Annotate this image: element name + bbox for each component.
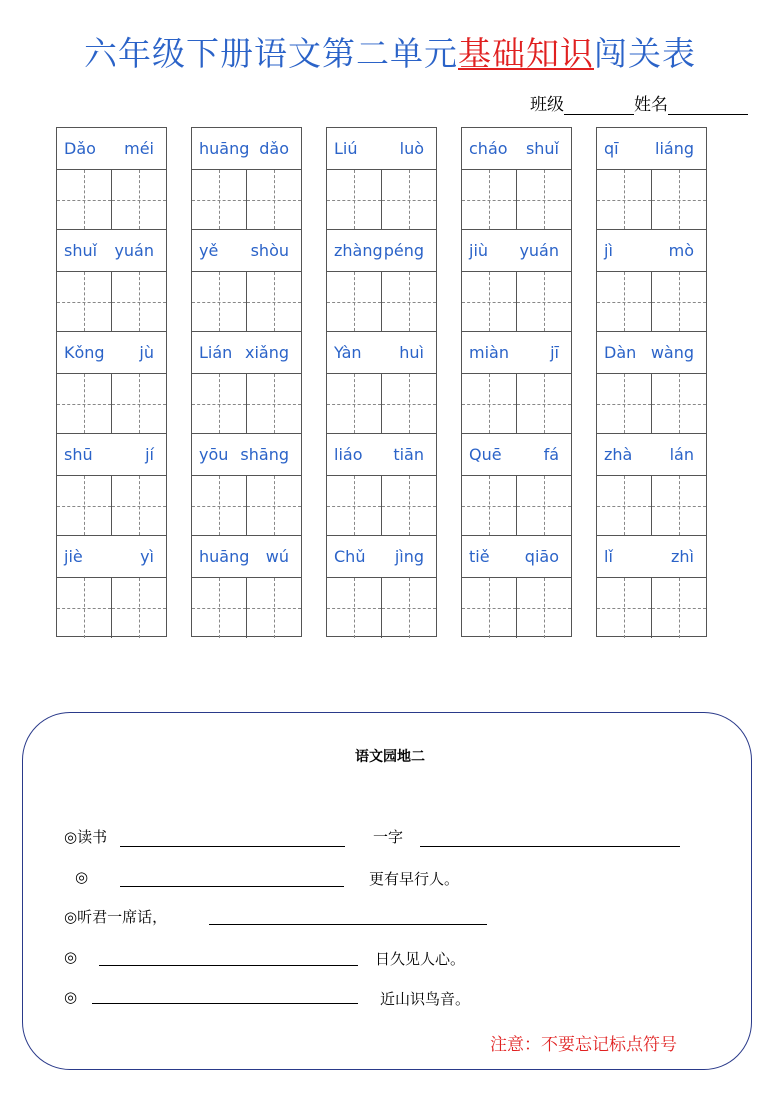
pinyin-syllable: wàng — [650, 343, 694, 362]
tianzige-box[interactable] — [111, 374, 166, 433]
pinyin-syllable: zhì — [671, 547, 694, 566]
tianzige-box[interactable] — [192, 476, 246, 535]
note-text: 注意：不要忘记标点符号 — [490, 1035, 677, 1055]
writing-boxes — [327, 476, 436, 536]
pinyin-row — [192, 230, 301, 272]
word-cell — [462, 128, 571, 230]
pinyin-syllable: liáng — [655, 139, 694, 158]
tianzige-box[interactable] — [381, 476, 436, 535]
pinyin-row — [57, 128, 166, 170]
row4-left: ◎ — [64, 948, 78, 966]
pinyin-syllable: tiān — [393, 445, 424, 464]
writing-boxes — [327, 272, 436, 332]
pinyin-syllable: Quē — [469, 445, 502, 464]
student-info — [530, 90, 748, 115]
word-cell — [192, 128, 301, 230]
pinyin-syllable: mò — [668, 241, 694, 260]
tianzige-box[interactable] — [57, 272, 111, 331]
pinyin-row — [597, 230, 706, 272]
row1-blank-2[interactable] — [420, 846, 680, 847]
tianzige-box[interactable] — [381, 374, 436, 433]
row2-right: 更有早行人。 — [369, 870, 460, 888]
pinyin-syllable: shū — [64, 445, 93, 464]
writing-boxes — [327, 374, 436, 434]
word-column-4 — [461, 127, 572, 637]
pinyin-syllable: cháo — [469, 139, 508, 158]
pinyin-syllable: miàn — [469, 343, 509, 362]
pinyin-syllable: fá — [543, 445, 559, 464]
tianzige-box[interactable] — [246, 272, 301, 331]
pinyin-row — [327, 230, 436, 272]
word-cell — [192, 434, 301, 536]
pinyin-row — [597, 434, 706, 476]
pinyin-syllable: xiǎng — [244, 343, 289, 362]
row5-right: 近山识鸟音。 — [380, 990, 471, 1008]
word-cell — [327, 230, 436, 332]
pinyin-row — [462, 434, 571, 476]
pinyin-syllable: yuán — [519, 241, 559, 260]
row2-left: ◎ — [75, 868, 89, 886]
tianzige-box[interactable] — [57, 170, 111, 229]
row5-blank[interactable] — [92, 1003, 358, 1004]
tianzige-box[interactable] — [327, 578, 381, 638]
pinyin-syllable: qī — [604, 139, 619, 158]
writing-boxes — [192, 476, 301, 536]
tianzige-box[interactable] — [57, 578, 111, 638]
name-label: 姓名 — [634, 95, 668, 115]
tianzige-box[interactable] — [462, 578, 516, 638]
tianzige-box[interactable] — [246, 170, 301, 229]
row1-blank-1[interactable] — [120, 846, 345, 847]
row4-blank[interactable] — [99, 965, 358, 966]
pinyin-syllable: yě — [199, 241, 219, 260]
pinyin-syllable: shòu — [250, 241, 289, 260]
tianzige-box[interactable] — [651, 578, 706, 638]
tianzige-box[interactable] — [327, 476, 381, 535]
pinyin-syllable: huì — [399, 343, 424, 362]
class-label: 班级 — [530, 95, 564, 115]
pinyin-row — [57, 536, 166, 578]
pinyin-syllable: zhàng — [334, 241, 383, 260]
class-blank[interactable] — [564, 96, 634, 115]
writing-boxes — [597, 578, 706, 638]
word-cell — [597, 434, 706, 536]
writing-boxes — [192, 374, 301, 434]
writing-boxes — [192, 170, 301, 230]
word-column-2 — [191, 127, 302, 637]
tianzige-box[interactable] — [597, 578, 651, 638]
writing-boxes — [462, 476, 571, 536]
word-cell — [192, 536, 301, 638]
tianzige-box[interactable] — [192, 374, 246, 433]
pinyin-row — [192, 536, 301, 578]
tianzige-box[interactable] — [192, 170, 246, 229]
row3-blank[interactable] — [209, 924, 487, 925]
word-cell — [327, 128, 436, 230]
word-cell — [462, 536, 571, 638]
pinyin-syllable: Dàn — [604, 343, 637, 362]
pinyin-syllable: huāng — [199, 547, 250, 566]
pinyin-syllable: shuǐ — [64, 241, 98, 260]
tianzige-box[interactable] — [111, 476, 166, 535]
tianzige-box[interactable] — [381, 272, 436, 331]
tianzige-box[interactable] — [597, 170, 651, 229]
tianzige-box[interactable] — [597, 476, 651, 535]
tianzige-box[interactable] — [651, 170, 706, 229]
pinyin-syllable: luò — [399, 139, 424, 158]
tianzige-box[interactable] — [246, 578, 301, 638]
tianzige-box[interactable] — [327, 374, 381, 433]
word-cell — [462, 332, 571, 434]
pinyin-row — [57, 434, 166, 476]
word-cell — [57, 434, 166, 536]
writing-boxes — [597, 272, 706, 332]
pinyin-syllable: jī — [550, 343, 559, 362]
word-cell — [327, 332, 436, 434]
row1-left: ◎读书 — [64, 828, 108, 846]
writing-boxes — [192, 578, 301, 638]
pinyin-syllable: liáo — [334, 445, 363, 464]
writing-boxes — [192, 272, 301, 332]
writing-boxes — [597, 476, 706, 536]
tianzige-box[interactable] — [651, 272, 706, 331]
writing-boxes — [462, 578, 571, 638]
tianzige-box[interactable] — [651, 374, 706, 433]
pinyin-row — [462, 332, 571, 374]
pinyin-syllable: yì — [140, 547, 154, 566]
word-cell — [57, 332, 166, 434]
word-cell — [462, 434, 571, 536]
writing-boxes — [327, 578, 436, 638]
writing-boxes — [462, 272, 571, 332]
pinyin-row — [462, 230, 571, 272]
tianzige-box[interactable] — [111, 170, 166, 229]
tianzige-box[interactable] — [111, 578, 166, 638]
tianzige-box[interactable] — [597, 374, 651, 433]
writing-boxes — [327, 170, 436, 230]
word-cell — [192, 230, 301, 332]
word-cell — [597, 332, 706, 434]
page-title: 六年级下册语文第二单元基础知识闯关表 — [84, 34, 696, 73]
tianzige-box[interactable] — [111, 272, 166, 331]
tianzige-box[interactable] — [516, 272, 571, 331]
word-cell — [327, 434, 436, 536]
name-blank[interactable] — [668, 96, 748, 115]
tianzige-box[interactable] — [597, 272, 651, 331]
pinyin-syllable: shuǐ — [525, 139, 559, 158]
pinyin-syllable: dǎo — [259, 139, 289, 158]
pinyin-syllable: Chǔ — [334, 547, 366, 566]
word-cell — [462, 230, 571, 332]
pinyin-row — [597, 536, 706, 578]
pinyin-syllable: méi — [124, 139, 154, 158]
tianzige-box[interactable] — [516, 170, 571, 229]
word-cell — [327, 536, 436, 638]
word-cell — [597, 536, 706, 638]
word-cell — [597, 128, 706, 230]
tianzige-box[interactable] — [57, 476, 111, 535]
tianzige-box[interactable] — [246, 476, 301, 535]
tianzige-box[interactable] — [327, 272, 381, 331]
tianzige-box[interactable] — [327, 170, 381, 229]
pinyin-syllable: Lián — [199, 343, 233, 362]
tianzige-box[interactable] — [381, 170, 436, 229]
pinyin-syllable: jì — [604, 241, 613, 260]
word-cell — [57, 128, 166, 230]
pinyin-syllable: jìng — [394, 547, 424, 566]
pinyin-syllable: yuán — [114, 241, 154, 260]
pinyin-syllable: tiě — [469, 547, 490, 566]
word-column-1 — [56, 127, 167, 637]
pinyin-syllable: Yàn — [334, 343, 362, 362]
pinyin-syllable: wú — [265, 547, 289, 566]
word-cell — [57, 230, 166, 332]
panel-title: 语文园地二 — [355, 749, 425, 765]
row3-left: ◎听君一席话， — [64, 908, 168, 926]
pinyin-row — [327, 332, 436, 374]
pinyin-row — [327, 128, 436, 170]
pinyin-syllable: huāng — [199, 139, 250, 158]
writing-boxes — [57, 170, 166, 230]
pinyin-row — [462, 128, 571, 170]
tianzige-box[interactable] — [57, 374, 111, 433]
writing-boxes — [57, 374, 166, 434]
pinyin-row — [57, 332, 166, 374]
writing-boxes — [597, 170, 706, 230]
word-cell — [597, 230, 706, 332]
tianzige-box[interactable] — [462, 374, 516, 433]
pinyin-syllable: jiù — [469, 241, 489, 260]
word-column-5 — [596, 127, 707, 637]
writing-boxes — [57, 476, 166, 536]
writing-boxes — [462, 170, 571, 230]
pinyin-syllable: zhà — [604, 445, 633, 464]
tianzige-box[interactable] — [246, 374, 301, 433]
pinyin-row — [462, 536, 571, 578]
row1-right: 一字 — [373, 828, 404, 846]
writing-boxes — [57, 578, 166, 638]
pinyin-row — [597, 128, 706, 170]
word-cell — [192, 332, 301, 434]
pinyin-syllable: Kǒng — [64, 343, 105, 362]
tianzige-box[interactable] — [462, 170, 516, 229]
writing-boxes — [462, 374, 571, 434]
tianzige-box[interactable] — [192, 272, 246, 331]
pinyin-syllable: jiè — [64, 547, 83, 566]
tianzige-box[interactable] — [516, 476, 571, 535]
pinyin-syllable: lǐ — [604, 547, 613, 566]
pinyin-row — [597, 332, 706, 374]
pinyin-syllable: Dǎo — [64, 139, 96, 158]
tianzige-box[interactable] — [462, 272, 516, 331]
tianzige-box[interactable] — [192, 578, 246, 638]
title-highlight: 基础知识 — [458, 34, 594, 73]
pinyin-syllable: yōu — [199, 445, 229, 464]
pinyin-syllable: Liú — [334, 139, 358, 158]
pinyin-row — [192, 434, 301, 476]
word-column-3 — [326, 127, 437, 637]
pinyin-syllable: péng — [383, 241, 424, 260]
tianzige-box[interactable] — [381, 578, 436, 638]
pinyin-row — [57, 230, 166, 272]
row2-blank[interactable] — [120, 886, 344, 887]
row4-right: 日久见人心。 — [375, 950, 466, 968]
writing-boxes — [57, 272, 166, 332]
pinyin-row — [192, 128, 301, 170]
pinyin-row — [192, 332, 301, 374]
pinyin-syllable: lán — [669, 445, 694, 464]
tianzige-box[interactable] — [516, 374, 571, 433]
tianzige-box[interactable] — [462, 476, 516, 535]
pinyin-syllable: jù — [139, 343, 154, 362]
pinyin-row — [327, 536, 436, 578]
row5-left: ◎ — [64, 988, 78, 1006]
pinyin-syllable: jí — [145, 445, 154, 464]
tianzige-box[interactable] — [516, 578, 571, 638]
pinyin-syllable: shāng — [240, 445, 289, 464]
tianzige-box[interactable] — [651, 476, 706, 535]
word-cell — [57, 536, 166, 638]
pinyin-syllable: qiāo — [524, 547, 559, 566]
writing-boxes — [597, 374, 706, 434]
pinyin-row — [327, 434, 436, 476]
